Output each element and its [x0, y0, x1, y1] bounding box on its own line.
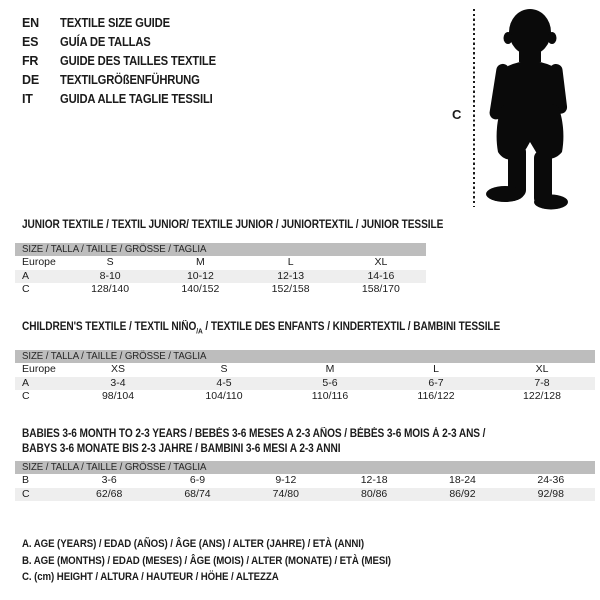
- size-table: [15, 461, 595, 501]
- section-childrens-textile: [15, 320, 595, 404]
- size-cell: 3-6: [101, 474, 117, 486]
- size-cell: 10-12: [186, 269, 214, 282]
- language-code: ES: [22, 35, 39, 49]
- section-junior-textile: [15, 218, 444, 297]
- size-cell: XS: [110, 363, 125, 376]
- size-cell: 5-6: [322, 376, 338, 389]
- heading-line: [22, 442, 526, 457]
- language-code: FR: [22, 54, 39, 68]
- heading-line: [22, 320, 526, 338]
- size-cell: M: [196, 256, 205, 268]
- size-cell: 122/128: [523, 390, 561, 403]
- size-cell: S: [106, 256, 114, 268]
- size-table: [15, 243, 426, 297]
- table-size-header: [15, 243, 426, 256]
- section-babies-textile: [15, 427, 595, 501]
- size-cell: 12-13: [277, 269, 305, 282]
- size-cell: 6-7: [428, 376, 444, 389]
- heading-text: BABIES 3-6 MONTH TO 2-3 YEARS / BEBÉS 3-6 MESES A 2-3 AÑOS / BÉBÉS 3-6 MOIS À 2-3 ANS /: [22, 428, 486, 440]
- size-cell: S: [220, 363, 228, 376]
- heading-text: CHILDREN'S TEXTILE / TEXTIL NIÑO: [22, 321, 197, 333]
- footnotes: [22, 536, 441, 586]
- size-cell: 74/80: [272, 487, 299, 500]
- section-heading: [22, 218, 444, 233]
- footnote-line: A. AGE (YEARS) / EDAD (AÑOS) / ÂGE (ANS) / ALTER (JAHRE) / ETÀ (ANNI): [22, 538, 365, 550]
- table-row: [15, 474, 595, 488]
- section-heading: [22, 427, 595, 457]
- language-code: DE: [22, 73, 39, 87]
- table-row: [15, 283, 426, 297]
- row-label: A: [22, 376, 30, 389]
- table-row: [15, 390, 595, 404]
- size-cell: 18-24: [449, 474, 476, 486]
- table-size-header-text: SIZE / TALLA / TAILLE / GRÖSSE / TAGLIA: [22, 243, 207, 255]
- size-cell: L: [433, 363, 439, 376]
- size-cell: 68/74: [184, 487, 211, 500]
- row-label: Europe: [22, 256, 56, 268]
- table-size-header-text: SIZE / TALLA / TAILLE / GRÖSSE / TAGLIA: [22, 461, 207, 473]
- heading-line: [22, 218, 444, 233]
- language-code: IT: [22, 92, 33, 106]
- heading-text: BABYS 3-6 MONATE BIS 2-3 JAHRE / BAMBINI 3-6 MESI A 2-3 ANNI: [22, 443, 341, 455]
- size-cell: 158/170: [361, 283, 400, 295]
- size-cell: 4-5: [216, 376, 232, 389]
- size-cell: 3-4: [110, 376, 126, 389]
- language-title: TEXTILE SIZE GUIDE: [60, 16, 170, 30]
- size-cell: 86/92: [449, 487, 476, 500]
- table-row: [15, 488, 595, 502]
- row-label: C: [22, 487, 30, 500]
- size-cell: 9-12: [275, 474, 297, 486]
- height-measure-label: C: [452, 107, 462, 122]
- baby-figure: [0, 0, 600, 215]
- size-cell: 152/158: [271, 283, 310, 295]
- language-title: GUIDA ALLE TAGLIE TESSILI: [60, 92, 213, 106]
- size-cell: 140/152: [181, 283, 220, 295]
- language-code: EN: [22, 16, 39, 30]
- size-cell: XL: [374, 256, 388, 268]
- heading-text: JUNIOR TEXTILE / TEXTIL JUNIOR/ TEXTILE JUNIOR / JUNIORTEXTIL / JUNIOR TESSILE: [22, 219, 444, 231]
- footnote-line: B. AGE (MONTHS) / EDAD (MESES) / ÂGE (MOIS) / ALTER (MONATE) / ETÀ (MESI): [22, 554, 391, 567]
- size-cell: 92/98: [537, 487, 564, 500]
- height-measure-line: [473, 9, 475, 207]
- size-cell: XL: [535, 363, 549, 376]
- size-cell: 116/122: [417, 390, 455, 403]
- table-size-header: [15, 350, 595, 363]
- size-cell: 110/116: [311, 390, 349, 403]
- heading-text: /A: [196, 326, 203, 336]
- table-row: [15, 270, 426, 284]
- row-label: C: [22, 390, 30, 403]
- row-label: A: [22, 269, 30, 282]
- section-heading: [22, 320, 595, 338]
- row-label: C: [22, 283, 30, 295]
- table-row: [15, 256, 426, 270]
- row-label: Europe: [22, 363, 56, 376]
- heading-line: [22, 427, 526, 442]
- baby-silhouette-icon: [482, 6, 578, 211]
- table-row: [15, 377, 595, 391]
- row-label: B: [22, 474, 30, 486]
- size-cell: 62/68: [96, 487, 123, 500]
- language-title: GUÍA DE TALLAS: [60, 35, 151, 49]
- size-cell: 14-16: [367, 269, 395, 282]
- size-cell: 80/86: [361, 487, 388, 500]
- size-cell: M: [325, 363, 335, 376]
- size-cell: L: [287, 256, 294, 268]
- size-cell: 104/110: [205, 390, 243, 403]
- size-cell: 128/140: [91, 283, 130, 295]
- heading-text: / TEXTILE DES ENFANTS / KINDERTEXTIL / BAMBINI TESSILE: [202, 321, 501, 333]
- size-cell: 12-18: [360, 474, 388, 486]
- table-row: [15, 363, 595, 377]
- language-title: GUIDE DES TAILLES TEXTILE: [60, 54, 216, 68]
- table-size-header-text: SIZE / TALLA / TAILLE / GRÖSSE / TAGLIA: [22, 350, 207, 363]
- language-title: TEXTILGRÖßENFÜHRUNG: [60, 73, 200, 87]
- size-table: [15, 350, 595, 404]
- size-cell: 8-10: [99, 269, 121, 282]
- size-cell: 98/104: [101, 390, 135, 403]
- footnote-line: C. (cm) HEIGHT / ALTURA / HAUTEUR / HÖHE / ALTEZZA: [22, 571, 279, 583]
- size-cell: 24-36: [537, 474, 565, 486]
- size-cell: 6-9: [189, 474, 206, 486]
- size-cell: 7-8: [534, 376, 550, 389]
- table-size-header: [15, 461, 595, 474]
